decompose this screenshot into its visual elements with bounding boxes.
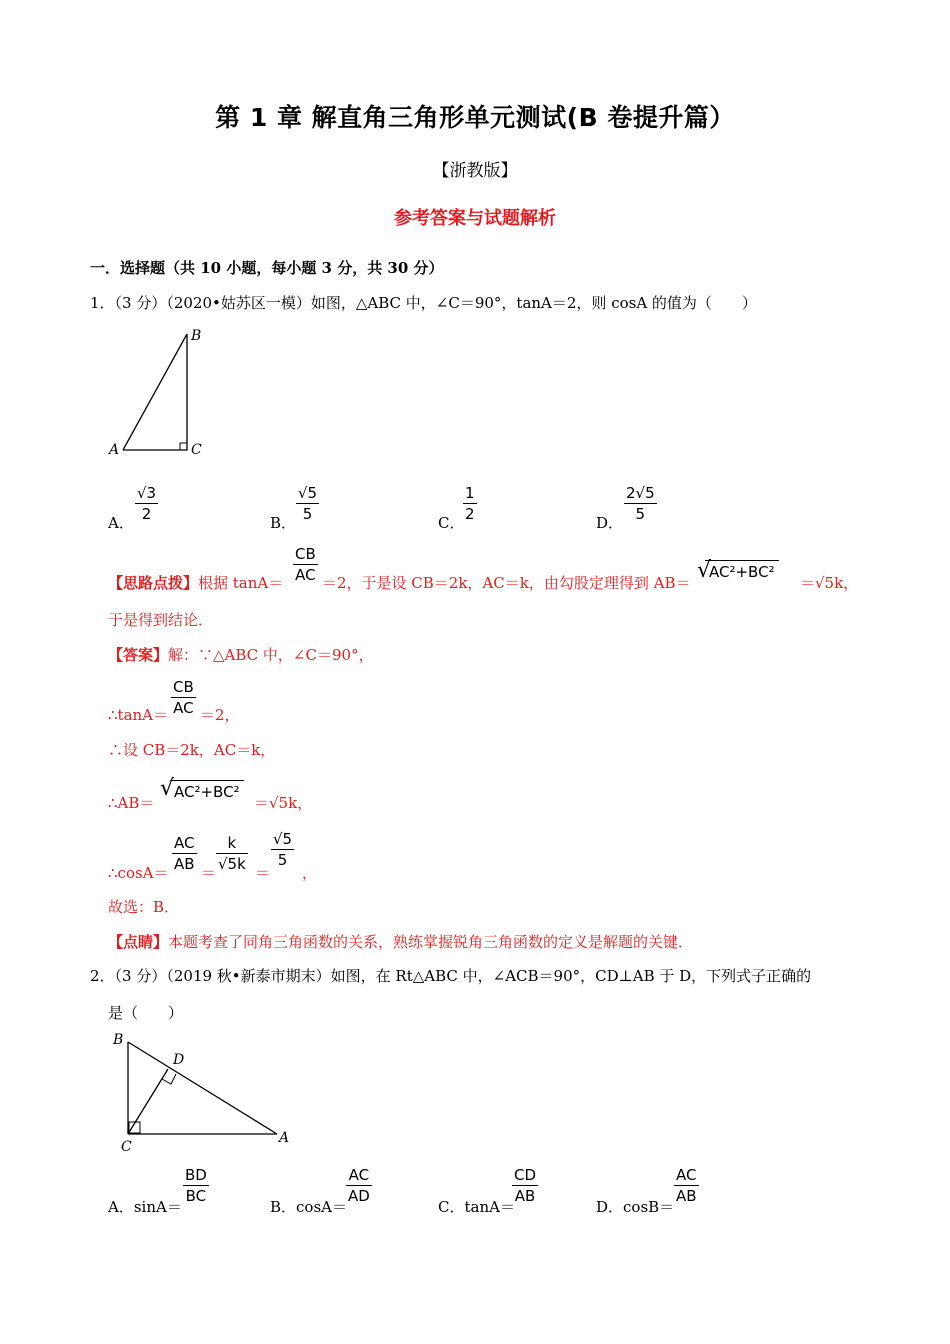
q1-step4-f1-den: AB bbox=[174, 855, 195, 873]
q2-vertex-a: A bbox=[279, 1130, 290, 1146]
q1-step1-b: ＝2， bbox=[200, 706, 240, 724]
q2-option-c-text bbox=[438, 1196, 515, 1217]
q1-hint-label: 【思路点拨】 bbox=[108, 574, 199, 592]
q1-option-c-den: 2 bbox=[465, 505, 475, 523]
q2-option-d-label: cosB＝ bbox=[623, 1198, 675, 1216]
q2-option-a-text bbox=[108, 1196, 182, 1217]
q2-option-b-num: AC bbox=[348, 1166, 370, 1184]
q1-option-b-den: 5 bbox=[302, 505, 313, 523]
q1-comment bbox=[108, 931, 693, 952]
q1-hint-text-c: ＝√5k， bbox=[800, 574, 859, 592]
q2-option-a-letter: A． bbox=[108, 1198, 134, 1216]
q1-vertex-b: B bbox=[191, 328, 202, 344]
q2-stem-line1: 2．（3 分）（2019 秋•新泰市期末）如图，在 Rt△ABC 中，∠ACB＝90°，CD⊥AB 于 D，下列式子正确的 bbox=[90, 967, 812, 985]
q1-hint-frac-num: CB bbox=[295, 545, 316, 563]
q1-step1-den: AC bbox=[173, 699, 194, 717]
q1-option-c-letter: C． bbox=[438, 514, 465, 532]
q1-choice: 故选：B． bbox=[108, 898, 180, 916]
q1-step1-num: CB bbox=[173, 678, 194, 696]
q2-option-a-den: BC bbox=[185, 1187, 207, 1205]
q2-option-b-text bbox=[270, 1196, 347, 1217]
q2-vertex-b: B bbox=[113, 1032, 124, 1048]
q1-answer-text: 解：∵△ABC 中，∠C＝90°， bbox=[168, 646, 374, 664]
q1-step3-a: ∴AB＝ bbox=[108, 794, 155, 812]
q2-stem-line2: 是（ ） bbox=[108, 1004, 184, 1022]
q1-answer-line1 bbox=[108, 644, 374, 665]
q1-hint-sqrt: AC²+BC² bbox=[705, 560, 779, 581]
q1-hint-text-b: ＝2，于是设 CB＝2k，AC＝k，由勾股定理得到 AB＝ bbox=[322, 574, 691, 592]
q1-step4-fraction-1 bbox=[172, 834, 197, 873]
q1-step1-fraction bbox=[171, 678, 196, 717]
q1-hint-text-a: 根据 tanA＝ bbox=[198, 574, 284, 592]
q1-hint-a bbox=[108, 572, 283, 593]
q2-option-c-den: AB bbox=[514, 1187, 536, 1205]
q1-option-a-num: √3 bbox=[137, 484, 157, 502]
answers-heading: 参考答案与试题解析 bbox=[394, 208, 556, 229]
q1-hint-frac-den: AC bbox=[295, 566, 316, 584]
q2-option-b-label: cosA＝ bbox=[296, 1198, 347, 1216]
section-heading: 一．选择题（共 10 小题，每小题 3 分，共 30 分） bbox=[90, 259, 444, 277]
q1-vertex-c: C bbox=[191, 442, 202, 458]
q2-option-b-fraction bbox=[346, 1166, 372, 1205]
q1-option-c-fraction bbox=[463, 484, 477, 523]
q2-option-c-fraction bbox=[512, 1166, 538, 1205]
q1-triangle-figure bbox=[105, 322, 215, 462]
q1-step4-b: ， bbox=[302, 864, 318, 882]
edition-label: 【浙教版】 bbox=[432, 161, 518, 181]
q1-hint-line2: 于是得到结论． bbox=[108, 611, 214, 629]
q1-step4-f2-num: k bbox=[227, 834, 237, 852]
q1-option-d-den: 5 bbox=[635, 505, 646, 523]
q1-step4-fraction-3 bbox=[271, 830, 294, 869]
q1-option-b-fraction bbox=[296, 484, 319, 523]
q2-option-b-letter: B． bbox=[270, 1198, 297, 1216]
q1-step4-f2-den: √5k bbox=[218, 855, 246, 873]
q1-option-d-letter: D． bbox=[596, 514, 624, 532]
q1-option-b-num: √5 bbox=[298, 484, 318, 502]
q2-option-c-num: CD bbox=[514, 1166, 537, 1184]
q1-step4-f3-num: √5 bbox=[273, 830, 293, 848]
q1-stem: 1．（3 分）（2020•姑苏区一模）如图，△ABC 中，∠C＝90°，tanA＝2，则 cosA 的值为（ ） bbox=[90, 294, 757, 312]
q1-step4-eq1: ＝ bbox=[201, 864, 217, 882]
q1-option-c-num: 1 bbox=[465, 484, 475, 502]
q2-option-d-fraction bbox=[674, 1166, 699, 1205]
q1-option-a-fraction bbox=[135, 484, 158, 523]
q2-option-a-label: sinA＝ bbox=[133, 1198, 182, 1216]
q2-option-d-num: AC bbox=[676, 1166, 697, 1184]
q1-step3-sqrt-sign: √ bbox=[160, 776, 175, 801]
q1-option-d-fraction bbox=[624, 484, 657, 523]
q1-option-d-num: 2√5 bbox=[626, 484, 655, 502]
q1-step4-f1-num: AC bbox=[174, 834, 195, 852]
q1-comment-text: 本题考查了同角三角函数的关系，熟练掌握锐角三角函数的定义是解题的关键． bbox=[168, 933, 694, 951]
q1-step2: ∴设 CB＝2k，AC＝k， bbox=[108, 741, 276, 759]
page-title: 第 1 章 解直角三角形单元测试(B 卷提升篇） bbox=[215, 103, 735, 132]
q2-option-a-num: BD bbox=[185, 1166, 207, 1184]
q1-step4-a: ∴cosA＝ bbox=[108, 864, 169, 882]
q2-option-a-fraction bbox=[183, 1166, 209, 1205]
q2-vertex-d: D bbox=[173, 1052, 185, 1068]
q1-answer-label: 【答案】 bbox=[108, 646, 169, 664]
q1-vertex-a: A bbox=[109, 442, 120, 458]
q2-option-b-den: AD bbox=[348, 1187, 370, 1205]
q2-vertex-c: C bbox=[121, 1139, 132, 1155]
q1-step4-fraction-2 bbox=[216, 834, 248, 873]
q2-option-d-text bbox=[596, 1196, 674, 1217]
q1-hint-sqrt-sign: √ bbox=[697, 558, 712, 583]
q2-option-c-letter: C． bbox=[438, 1198, 465, 1216]
q1-option-b-letter: B． bbox=[270, 514, 297, 532]
q1-step4-f3-den: 5 bbox=[277, 851, 288, 869]
q2-option-d-letter: D． bbox=[596, 1198, 624, 1216]
q2-option-d-den: AB bbox=[676, 1187, 697, 1205]
q1-option-a-letter: A． bbox=[108, 514, 134, 532]
q2-option-c-label: tanA＝ bbox=[464, 1198, 515, 1216]
q1-option-a-den: 2 bbox=[141, 505, 152, 523]
q1-hint-fraction bbox=[293, 545, 318, 584]
q1-step4-eq2: ＝ bbox=[255, 864, 271, 882]
q1-step3-sqrt: AC²+BC² bbox=[170, 780, 244, 801]
q1-comment-label: 【点睛】 bbox=[108, 933, 169, 951]
q1-step1-a: ∴tanA＝ bbox=[108, 706, 169, 724]
q2-triangle-figure bbox=[105, 1028, 305, 1158]
q1-step3-b: ＝√5k， bbox=[254, 794, 313, 812]
